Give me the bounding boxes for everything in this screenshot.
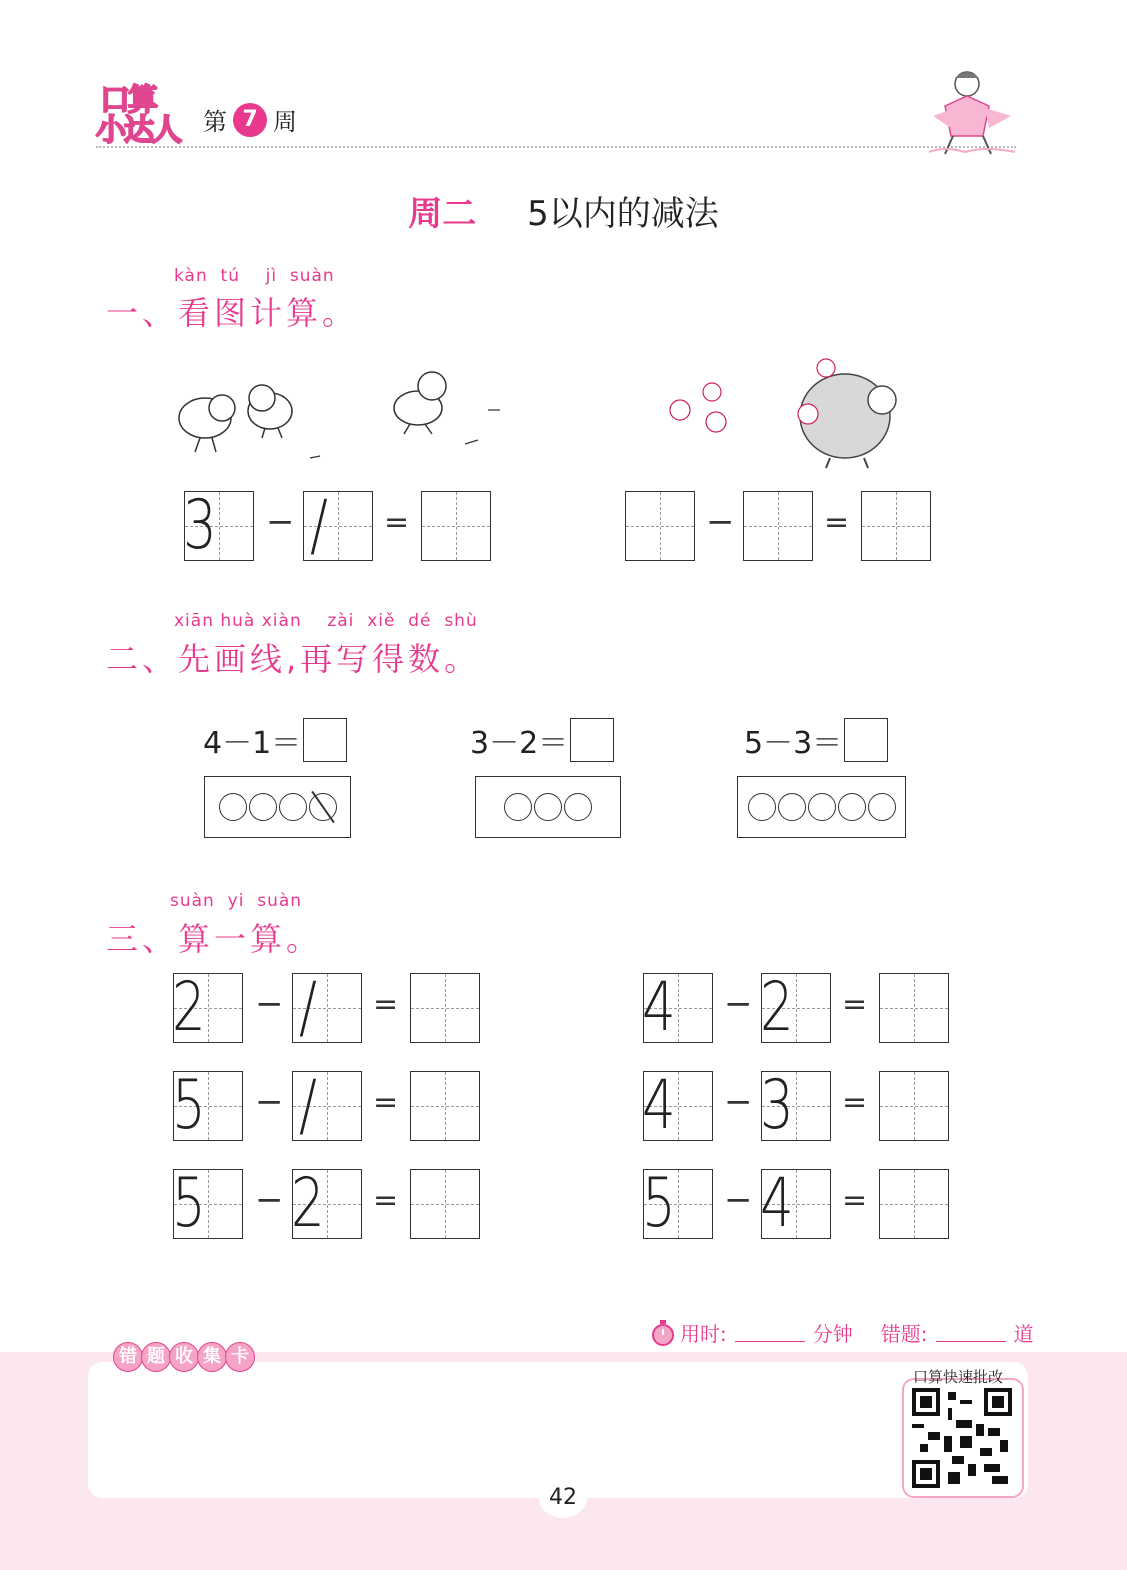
- brand-line1: 口算: [100, 83, 156, 118]
- brand-logo: [96, 84, 180, 150]
- section1-pinyin: kàn tú jì suàn: [174, 266, 335, 286]
- qr-label: 口算快速批改: [913, 1368, 1004, 1386]
- week-indicator: [203, 102, 297, 137]
- minus-sign: −: [724, 984, 753, 1024]
- expression-text: 3－2＝: [470, 726, 569, 761]
- expression-text: 5－3＝: [744, 726, 843, 761]
- answer-grid: [760, 1164, 831, 1243]
- time-tracker: [650, 1318, 1034, 1347]
- minus-sign: −: [255, 1180, 284, 1220]
- traced-digit: 3: [760, 1066, 794, 1145]
- expression: [744, 718, 888, 762]
- expression-text: 4－1＝: [203, 726, 302, 761]
- answer-grid: [172, 1066, 243, 1145]
- answer-box[interactable]: [861, 491, 931, 561]
- page-title: [0, 186, 1127, 235]
- equals-sign: =: [824, 505, 850, 540]
- circle-icon: [778, 793, 806, 821]
- time-label: 用时:: [680, 1322, 727, 1346]
- answer-box[interactable]: [879, 1071, 949, 1141]
- collect-char: 错: [113, 1342, 143, 1372]
- equals-sign: =: [373, 987, 399, 1022]
- answer-box[interactable]: [879, 973, 949, 1043]
- equals-sign: =: [373, 1183, 399, 1218]
- circle-icon: [838, 793, 866, 821]
- circle-group: [204, 776, 351, 838]
- crossed-circle-icon: [309, 793, 337, 821]
- answer-grid: [291, 1164, 362, 1243]
- expression: [470, 718, 614, 762]
- brand-line2: 小达人: [96, 113, 180, 148]
- circle-icon: [504, 793, 532, 821]
- equals-sign: =: [373, 1085, 399, 1120]
- minus-sign: −: [255, 1082, 284, 1122]
- equals-sign: =: [842, 1183, 868, 1218]
- traced-digit: 5: [172, 1066, 206, 1145]
- answer-grid: [292, 1066, 362, 1145]
- qr-code-icon[interactable]: [912, 1388, 1012, 1488]
- answer-box[interactable]: [421, 491, 491, 561]
- answer-grid: [642, 1066, 713, 1145]
- hedgehog-illustration: [660, 352, 900, 472]
- traced-digit: 2: [172, 968, 206, 1047]
- answer-grid: [292, 968, 362, 1047]
- section3-heading: 三、算一算。: [106, 920, 323, 958]
- circle-icon: [808, 793, 836, 821]
- answer-grid: [642, 968, 713, 1047]
- answer-grid: [303, 486, 373, 565]
- circle-icon: [534, 793, 562, 821]
- circle-icon: [219, 793, 247, 821]
- answer-box[interactable]: [410, 973, 480, 1043]
- title-day: 周二: [408, 194, 477, 234]
- minus-sign: −: [706, 502, 735, 542]
- traced-digit: 2: [291, 1164, 325, 1243]
- minus-sign: −: [266, 502, 295, 542]
- collect-char: 卡: [225, 1342, 255, 1372]
- traced-digit: 4: [642, 1066, 676, 1145]
- answer-box[interactable]: [570, 718, 614, 762]
- expression: [203, 718, 347, 762]
- section1-heading: 一、看图计算。: [106, 294, 359, 332]
- circle-icon: [868, 793, 896, 821]
- traced-digit: 2: [760, 968, 794, 1047]
- collect-char: 题: [141, 1342, 171, 1372]
- traced-digit: 3: [183, 486, 217, 565]
- equals-sign: =: [384, 505, 410, 540]
- answer-box[interactable]: [410, 1169, 480, 1239]
- traced-digit: 4: [760, 1164, 794, 1243]
- error-unit: 道: [1013, 1322, 1034, 1346]
- collect-card-label: [113, 1342, 253, 1372]
- circle-icon: [564, 793, 592, 821]
- answer-grid: [183, 486, 254, 565]
- answer-box[interactable]: [844, 718, 888, 762]
- week-number: 7: [233, 103, 267, 137]
- traced-digit: /: [299, 968, 317, 1047]
- title-topic: 5以内的减法: [527, 194, 719, 234]
- circle-icon: [249, 793, 277, 821]
- traced-digit: /: [299, 1066, 317, 1145]
- mascot-icon: [925, 66, 1020, 158]
- equals-sign: =: [842, 1085, 868, 1120]
- answer-grid: [172, 1164, 243, 1243]
- minus-sign: −: [255, 984, 284, 1024]
- page-number: 42: [539, 1478, 587, 1518]
- qr-code-frame[interactable]: [902, 1378, 1024, 1498]
- time-unit: 分钟: [812, 1322, 853, 1346]
- circle-icon: [748, 793, 776, 821]
- traced-digit: 4: [642, 968, 676, 1047]
- minus-sign: −: [724, 1082, 753, 1122]
- answer-box[interactable]: [879, 1169, 949, 1239]
- week-suffix: 周: [273, 108, 297, 136]
- stopwatch-icon: [650, 1319, 676, 1347]
- chicks-illustration: [170, 366, 510, 466]
- error-label: 错题:: [880, 1322, 928, 1346]
- circle-group[interactable]: [737, 776, 906, 838]
- answer-box[interactable]: [625, 491, 695, 561]
- time-input[interactable]: [735, 1323, 805, 1342]
- header-divider: [96, 146, 1016, 148]
- traced-digit: 5: [642, 1164, 676, 1243]
- answer-grid: [760, 1066, 831, 1145]
- minus-sign: −: [724, 1180, 753, 1220]
- error-input[interactable]: [936, 1323, 1006, 1342]
- answer-grid: [642, 1164, 713, 1243]
- collect-char: 收: [169, 1342, 199, 1372]
- answer-box[interactable]: [410, 1071, 480, 1141]
- answer-grid: [172, 968, 243, 1047]
- section2-pinyin: xiān huà xiàn zài xiě dé shù: [174, 611, 478, 631]
- answer-box[interactable]: [743, 491, 813, 561]
- answer-box[interactable]: [303, 718, 347, 762]
- collect-char: 集: [197, 1342, 227, 1372]
- equals-sign: =: [842, 987, 868, 1022]
- section3-pinyin: suàn yi suàn: [170, 891, 303, 911]
- traced-digit: /: [310, 486, 328, 565]
- circle-group[interactable]: [475, 776, 621, 838]
- answer-grid: [760, 968, 831, 1047]
- week-prefix: 第: [203, 108, 227, 136]
- traced-digit: 5: [172, 1164, 206, 1243]
- section2-heading: 二、先画线,再写得数。: [106, 640, 481, 678]
- circle-icon: [279, 793, 307, 821]
